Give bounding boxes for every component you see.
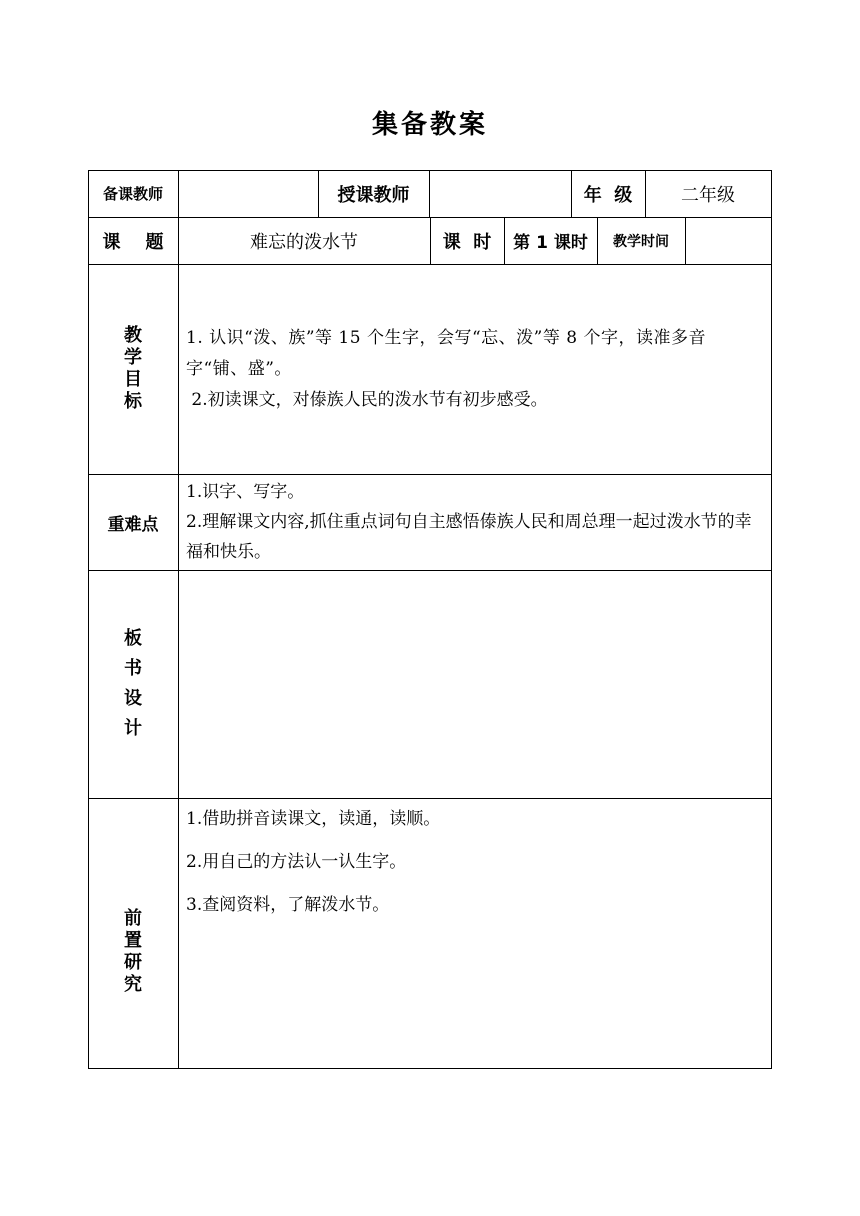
objectives-label: 教学目标 [124, 325, 142, 412]
topic-label: 课 题 [102, 231, 164, 253]
board-design-label-cell [88, 570, 178, 798]
objectives-text [186, 323, 763, 416]
teaching-time-field[interactable] [685, 217, 771, 264]
pre-study-item: 2.用自己的方法认一认生字。 [186, 852, 407, 872]
table-border-bottom [88, 1068, 772, 1069]
period-value[interactable]: 第 1 课时 [513, 233, 588, 253]
objectives-label-cell [88, 264, 178, 474]
pre-study-item: 3.查阅资料，了解泼水节。 [186, 895, 390, 915]
page-title: 集备教案 [371, 110, 488, 140]
grade-value[interactable]: 二年级 [681, 184, 735, 206]
prep-teacher-label: 备课教师 [102, 185, 163, 203]
table-border-right [771, 170, 772, 1069]
key-points-text [186, 477, 763, 567]
teaching-teacher-field[interactable] [429, 170, 571, 217]
board-design-label: 板书设计 [124, 628, 142, 739]
key-points-label: 重难点 [107, 514, 159, 535]
key-points-content[interactable] [178, 474, 771, 570]
objective-item: 1. 认识“泼、族”等 15 个生字，会写“忘、泼”等 8 个字，读准多音字“铺、盛”。 [186, 327, 706, 379]
pre-study-content[interactable] [178, 798, 771, 1068]
key-point-item: 1.识字、写字。 [186, 482, 305, 502]
key-points-label-cell [88, 474, 178, 570]
topic-value[interactable]: 难忘的泼水节 [250, 231, 358, 253]
pre-study-label: 前置研究 [124, 908, 142, 995]
pre-study-item: 1.借助拼音读课文，读通，读顺。 [186, 809, 441, 829]
teaching-time-label: 教学时间 [613, 233, 669, 250]
teaching-teacher-label: 授课教师 [337, 184, 410, 206]
key-point-item: 2.理解课文内容,抓住重点词句自主感悟傣族人民和周总理一起过泼水节的幸福和快乐。 [186, 512, 752, 562]
objective-item: 2.初读课文，对傣族人民的泼水节有初步感受。 [186, 389, 548, 410]
pre-study-label-cell [88, 798, 178, 1068]
pre-study-text [186, 807, 440, 918]
period-label: 课 时 [442, 231, 492, 253]
objectives-content[interactable] [178, 264, 771, 474]
grade-label: 年 级 [583, 184, 633, 206]
board-design-content[interactable] [178, 570, 771, 798]
prep-teacher-field[interactable] [178, 170, 318, 217]
